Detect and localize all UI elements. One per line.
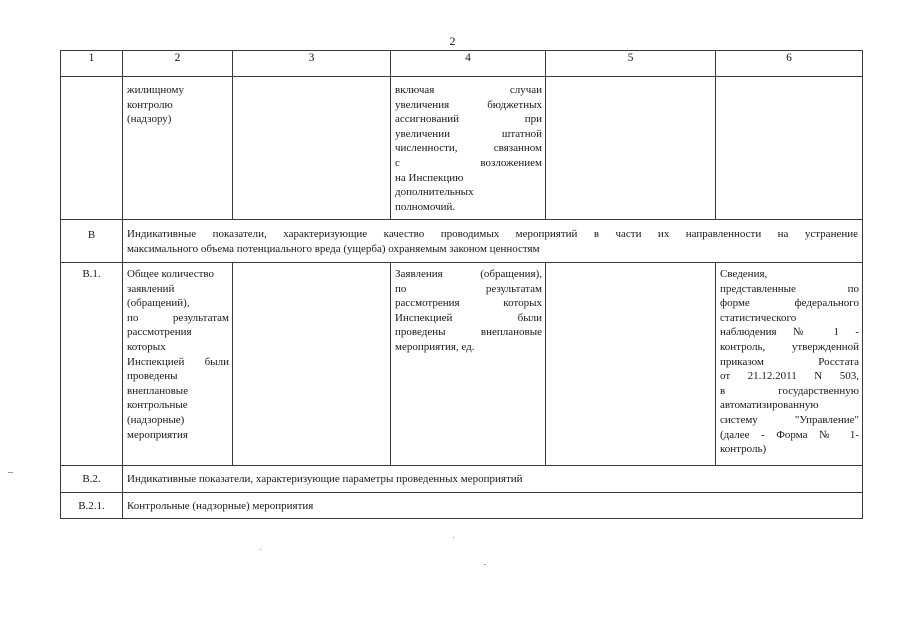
text-line: жилищному <box>127 84 184 96</box>
text-line: Общее количество <box>127 268 215 280</box>
cell-empty <box>716 77 863 220</box>
header-col-6: 6 <box>716 51 863 77</box>
header-col-4: 4 <box>391 51 546 77</box>
text-line: проведены внеплановые <box>395 326 542 339</box>
text-line: заявлений <box>127 282 175 295</box>
text-line: наблюдения № 1 - <box>720 326 859 339</box>
text-line: которых <box>127 340 166 353</box>
text-line: увеличении штатной <box>395 127 542 140</box>
text-line: форме федерального <box>720 297 859 310</box>
text-line: от 21.12.2011 N 503, <box>720 370 859 383</box>
text-line: Инспекцией были <box>127 355 229 368</box>
text-line: внеплановые <box>127 384 189 397</box>
text-line: автоматизированную <box>720 399 819 412</box>
table-row-b1 <box>61 263 863 466</box>
header-col-2: 2 <box>123 51 233 77</box>
cell-section-title: Индикативные показатели, характеризующие параметры проведенных мероприятий <box>123 466 863 493</box>
text-line: численности, связанном <box>395 142 542 155</box>
scan-speck <box>484 564 486 565</box>
table-row-b21 <box>61 493 863 519</box>
cell-section-title: Контрольные (надзорные) мероприятия <box>123 493 863 519</box>
text-line: рассмотрения которых <box>395 297 542 310</box>
cell-empty <box>546 77 716 220</box>
text-line: Инспекцией были <box>395 311 542 324</box>
text-line: Индикативные показатели, характеризующие качество проводимых мероприятий в части их направленности на устранение <box>127 228 858 240</box>
cell-description <box>391 77 546 220</box>
text-line: (далее - Форма № 1- <box>720 428 859 441</box>
text-line: контроль) <box>720 443 767 456</box>
table-row-b <box>61 220 863 263</box>
text-line: максимального объема потенциального вреда (ущерба) охраняемым законом ценностям <box>127 242 540 255</box>
text-line: представленные по <box>720 282 859 295</box>
header-row <box>61 51 863 77</box>
text-line: (надзорные) <box>127 413 185 426</box>
text-line: контроль, утвержденной <box>720 340 859 353</box>
text-line: ассигнований при <box>395 113 542 126</box>
text-line: рассмотрения <box>127 326 192 339</box>
text-line: Сведения, <box>720 268 768 280</box>
text-line: по результатам <box>127 311 229 324</box>
cell-num <box>61 77 123 220</box>
cell-source <box>716 263 863 466</box>
text-line: с возложением <box>395 156 542 169</box>
text-line: статистического <box>720 311 797 324</box>
text-line: проведены <box>127 370 178 383</box>
cell-indicator-name <box>123 263 233 466</box>
text-line: контрольные <box>127 399 188 412</box>
table-row-continued <box>61 77 863 220</box>
cell-section-title <box>123 220 863 263</box>
text-line: по результатам <box>395 282 542 295</box>
cell-num: В <box>61 220 123 263</box>
cell-empty <box>233 263 391 466</box>
page-number: 2 <box>449 34 456 48</box>
cell-num: В.2.1. <box>61 493 123 519</box>
cell-empty <box>233 77 391 220</box>
text-line: Заявления (обращения), <box>395 268 542 280</box>
text-line: дополнительных <box>395 186 474 199</box>
scan-speck <box>453 537 454 538</box>
text-line: мероприятия <box>127 428 188 441</box>
header-col-3: 3 <box>233 51 391 77</box>
indicators-table <box>60 50 863 519</box>
cell-description <box>391 263 546 466</box>
scan-speck <box>8 472 13 473</box>
text-line: полномочий. <box>395 200 456 213</box>
text-line: увеличения бюджетных <box>395 98 542 111</box>
text-line: систему "Управление" <box>720 413 859 426</box>
header-col-1: 1 <box>61 51 123 77</box>
text-line: на Инспекцию <box>395 171 464 184</box>
text-line: приказом Росстата <box>720 355 859 368</box>
cell-num: В.2. <box>61 466 123 493</box>
cell-indicator-name <box>123 77 233 220</box>
text-line: контролю <box>127 98 173 111</box>
text-line: (обращений), <box>127 297 190 310</box>
text-line: включая случаи <box>395 84 542 96</box>
scan-speck <box>260 549 261 550</box>
cell-empty <box>546 263 716 466</box>
cell-num: В.1. <box>61 263 123 466</box>
header-col-5: 5 <box>546 51 716 77</box>
text-line: мероприятия, ед. <box>395 340 475 353</box>
table-row-b2 <box>61 466 863 493</box>
text-line: в государственную <box>720 384 859 397</box>
text-line: (надзору) <box>127 113 172 126</box>
